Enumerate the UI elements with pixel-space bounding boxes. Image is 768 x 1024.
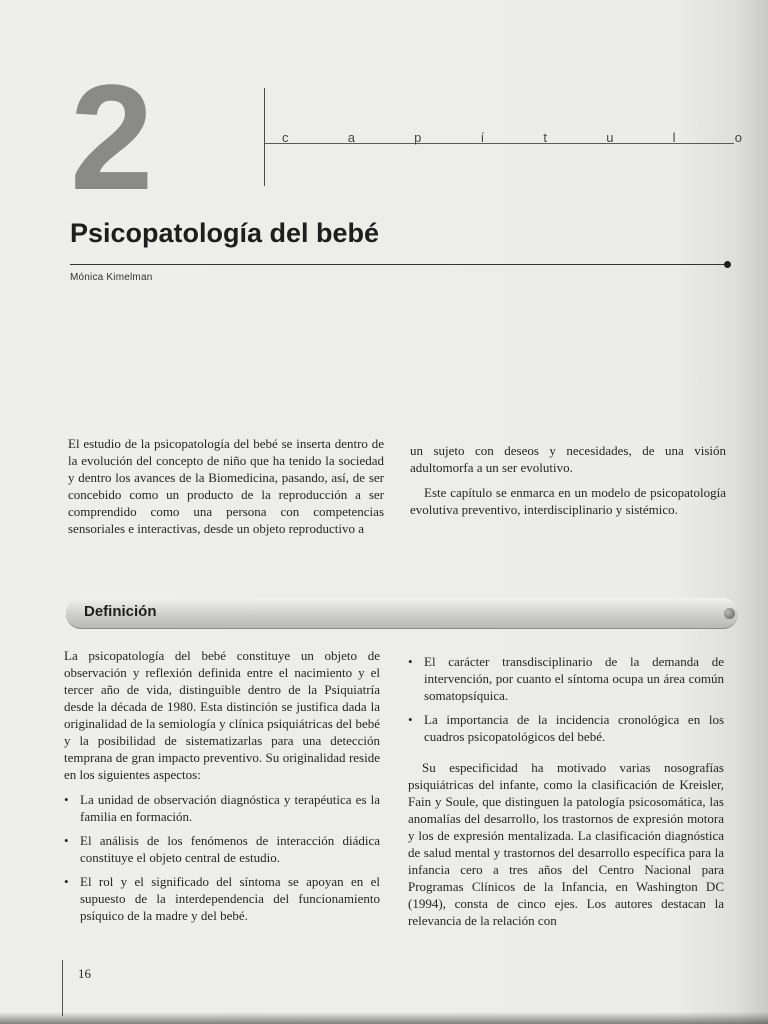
intro-column-left xyxy=(68,435,384,545)
intro-paragraph: El estudio de la psicopatología del bebé se inserta dentro de la evolución del concepto de niño que ha tenido la sociedad y dentro los avances de la Biomedicina, pasando, así, de ser concebido como un producto de la reproducción a ser comprendido como una persona con competencias sensoriales e interactivas, desde un objeto reproductivo a xyxy=(68,436,384,536)
chapter-vertical-rule xyxy=(264,88,265,186)
definition-paragraph: La psicopatología del bebé constituye un objeto de observación y reflexión definida entre el nacimiento y el tercer año de vida, distinguible dentro de la Psiquiatría desde la década de 1980. Esta distinción se justifica dada la originalidad de la semiología y clínica psiquiátricas del bebé y la posibilidad de sistematizarlas para una detección temprana de gran impacto preventivo. Su originalidad reside en los siguientes aspectos: xyxy=(64,648,380,782)
definition-column-right xyxy=(408,653,724,937)
list-item: • El rol y el significado del síntoma se apoyan en el supuesto de la interdependencia del funcionamiento psíquico de la madre y del bebé. xyxy=(64,873,380,924)
list-item: • La importancia de la incidencia cronológica en los cuadros psicopatológicos del bebé. xyxy=(408,711,724,745)
chapter-title: Psicopatología del bebé xyxy=(70,218,380,248)
list-item: • El análisis de los fenómenos de interacción diádica constituye el objeto central de estudio. xyxy=(64,832,380,866)
definition-bullet-list xyxy=(64,791,380,924)
definition-paragraph: Su especificidad ha motivado varias nosografías psiquiátricas del infante, como la clasificación de Kreisler, Fain y Soule, que distinguen la patología psicosomática, las anomalías del desarrollo, los trastornos de expresión motora y los de expresión mentalizada. La clasificación diagnóstica de salud mental y trastornos del desarrollo específica para la infancia cero a tres años del Centro Nacional para Programas Clínicos de la Infancia, en Washington DC (1994), consta de cinco ejes. Los autores destacan la relevancia de la relación con xyxy=(408,760,724,928)
intro-paragraph: Este capítulo se enmarca en un modelo de psicopatología evolutiva preventivo, interdisciplinario y sistémico. xyxy=(410,485,726,517)
margin-rule xyxy=(62,960,63,1016)
chapter-letter: t xyxy=(543,130,548,145)
section-header-bar xyxy=(66,598,738,629)
author-name: Mónica Kimelman xyxy=(70,272,153,283)
section-title: Definición xyxy=(84,603,157,620)
chapter-letter: a xyxy=(347,130,355,145)
chapter-letter: p xyxy=(414,130,422,145)
chapter-letter: c xyxy=(282,130,289,145)
chapter-letter: l xyxy=(672,130,676,145)
chapter-letter: u xyxy=(606,130,614,145)
chapter-number: 2 xyxy=(70,53,150,221)
definition-column-left xyxy=(64,647,380,931)
list-item: • El carácter transdisciplinario de la demanda de intervención, por cuanto el síntoma ocupa un área común somatopsíquica. xyxy=(408,653,724,704)
chapter-letter: í xyxy=(480,130,485,145)
chapter-letter: o xyxy=(734,130,742,145)
page-number: 16 xyxy=(78,966,91,981)
list-item: • La unidad de observación diagnóstica y terapéutica es la familia en formación. xyxy=(64,791,380,825)
intro-column-right xyxy=(410,442,726,526)
title-rule xyxy=(70,264,728,265)
bullet-dot-icon xyxy=(724,608,735,619)
title-rule-dot xyxy=(724,261,731,268)
chapter-label xyxy=(282,130,742,145)
definition-bullet-list xyxy=(408,653,724,745)
intro-paragraph: un sujeto con deseos y necesidades, de una visión adultomorfa a un ser evolutivo. xyxy=(410,443,726,475)
